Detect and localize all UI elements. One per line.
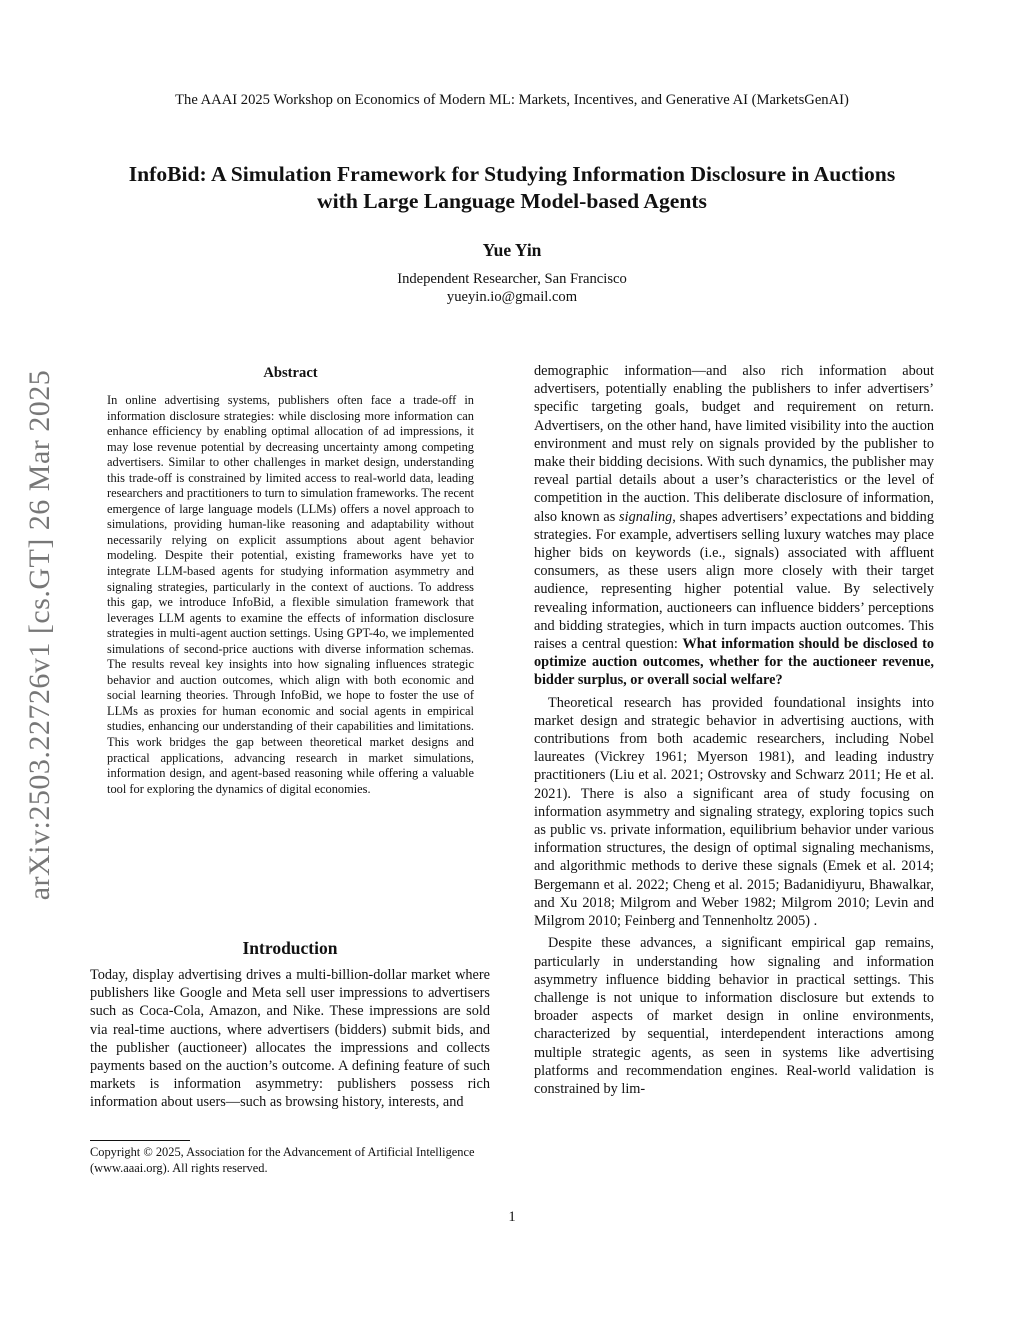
body-paragraph [534, 362, 934, 690]
right-column [534, 362, 934, 1098]
body-text: , shapes advertisers’ expectations and bidding strategies. For example, advertisers selling luxury watches may place higher bids on keywords (i.e., signals) associated with affluent consumers, as these users align more closely with their target audience, representing higher potential value. By selectively revealing information, auctioneers can influence bidders’ perceptions and bidding strategies, which in turn impacts auction outcomes. This raises a central question: [534, 508, 934, 653]
central-question: What information should be disclosed to optimize auction outcomes, whether for the auctioneer revenue, bidder surplus, or overall social welfare? [534, 636, 934, 689]
footnote-divider [90, 1140, 190, 1141]
venue-header: The AAAI 2025 Workshop on Economics of Modern ML: Markets, Incentives, and Generative AI (MarketsGenAI) [175, 92, 849, 108]
body-text: demographic information—and also rich information about advertisers, potentially enabling the publishers to infer advertisers’ specific targeting goals, budget and requirement on return. Advertisers, on the other hand, have limited visibility into the auction environment and must rely on signals provided by the publisher to make their bidding decisions. With such dynamics, the publisher may reveal partial details about a user’s characteristics or the level of competition in the auction. This deliberate disclosure of information, also known as [534, 363, 934, 525]
body-paragraph: Despite these advances, a significant empirical gap remains, particularly in understanding how signaling and information asymmetry influence bidding behavior in practical settings. This challenge is not unique to information disclosure but extends to broader aspects of market design in online environments, characterized by sequential, interdependent interactions among multiple strategic agents, as seen in systems like advertising platforms and recommendation engines. Real-world validation is constrained by lim- [534, 935, 934, 1097]
author-name: Yue Yin [482, 240, 542, 260]
abstract-heading: Abstract [263, 365, 318, 381]
introduction-heading: Introduction [242, 938, 338, 958]
emphasis-signaling: signaling [619, 508, 673, 525]
introduction-paragraph: Today, display advertising drives a multi-billion-dollar market where publishers like Google and Meta sell user impressions to advertisers such as Coca-Cola, Amazon, and Nike. These impressions are sold via real-time auctions, where advertisers (bidders) submit bids, and the publisher (auctioneer) allocates the impressions and collects payments based on the auction’s outcome. A defining feature of such markets is information asymmetry: publishers possess rich information about users—such as browsing history, interests, and [90, 967, 490, 1111]
author-affiliation: Independent Researcher, San Francisco [397, 271, 627, 287]
author-email[interactable]: yueyin.io@gmail.com [446, 289, 578, 305]
body-paragraph: Theoretical research has provided foundational insights into market design and strategic behavior in advertising auctions, with contributions from both academic researchers, including Nobel laureates (Vickrey 1961; Myerson 1981), and leading industry practitioners (Liu et al. 2021; Ostrovsky and Schwarz 2011; He et al. 2021). There is also a significant area of study focusing on information asymmetry and signaling strategy, exploring topics such as public vs. private information, equilibrium behavior under various information structures, the design of optimal signaling mechanisms, and algorithmic methods to derive these signals (Emek et al. 2014; Bergemann et al. 2022; Cheng et al. 2015; Badanidiyuru, Bhawalkar, and Xu 2018; Milgrom and Weber 1982; Milgrom 2010; Levin and Milgrom 2010; Feinberg and Tennenholtz 2005) . [534, 694, 934, 930]
copyright-footnote: Copyright © 2025, Association for the Advancement of Artificial Intelligence (www.aaai.org). All rights reserved. [90, 1145, 475, 1175]
page-number: 1 [508, 1209, 516, 1225]
arxiv-stamp: arXiv:2503.22726v1 [cs.GT] 26 Mar 2025 [23, 369, 56, 901]
paper-title: InfoBid: A Simulation Framework for Studying Information Disclosure in Auctions with Large Language Model-based Agents [128, 162, 896, 213]
author-block [0, 270, 1024, 306]
abstract-text: In online advertising systems, publishers often face a trade-off in information disclosure strategies: while disclosing more information can enhance efficiency by enabling optimal allocation of ad impressions, it may lose revenue potential by decreasing uncertainty among competing advertisers. Similar to other challenges in market design, understanding this trade-off is constrained by limited access to real-world data, leading researchers and practitioners to turn to simulation frameworks. The recent emergence of large language models (LLMs) offers a novel approach to simulations, providing human-like reasoning and adaptability without necessarily relying on explicit assumptions about agent behavior modeling. Despite their potential, existing frameworks have yet to integrate LLM-based agents for studying information asymmetry and signaling strategies, particularly in the context of auctions. To address this gap, we introduce InfoBid, a flexible simulation framework that leverages LLM agents to examine the effects of information disclosure strategies in multi-agent auction settings. Using GPT-4o, we implemented simulations of second-price auctions with diverse information schemas. The results reveal key insights into how signaling influences strategic behavior and auction outcomes, which align with both economic and social learning theories. Through InfoBid, we hope to foster the use of LLMs as proxies for human economic and social agents in empirical studies, enhancing our understanding of their capabilities and limitations. This work bridges the gap between theoretical market designs and practical applications, advancing research in market simulations, information design, and agent-based reasoning while offering a valuable tool for exploring the dynamics of digital economies. [107, 393, 474, 796]
